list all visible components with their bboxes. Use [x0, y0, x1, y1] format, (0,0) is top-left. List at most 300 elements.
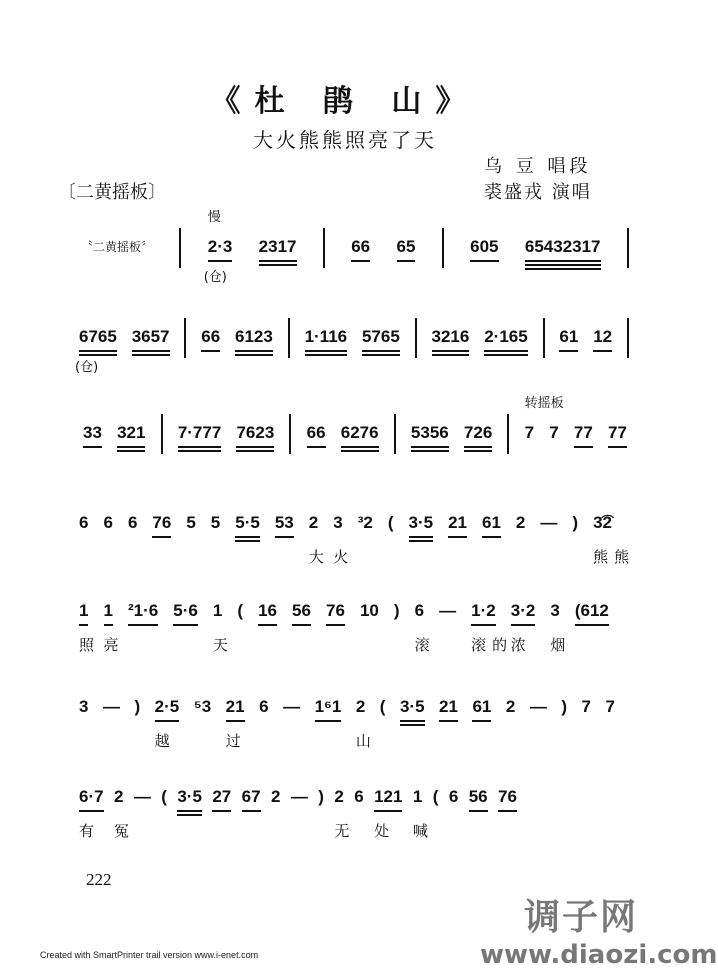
rhythm-underline: [178, 446, 221, 448]
note-text: 67: [241, 787, 261, 806]
rhythm-underline: [472, 720, 491, 722]
note-text: 16: [258, 601, 277, 620]
barline: [323, 228, 325, 268]
rhythm-underline: [201, 350, 220, 352]
note-group: [292, 600, 311, 622]
rhythm-underline: [574, 446, 593, 448]
rhythm-underline: [448, 536, 467, 538]
rhythm-underline: [79, 624, 88, 626]
note-text: 1·2: [471, 601, 496, 620]
note-group: [358, 512, 373, 534]
rhythm-underline: [292, 624, 311, 626]
note-group: [448, 512, 467, 534]
note-group: [103, 600, 125, 654]
lyric: 过: [225, 732, 247, 750]
note-text: 1·116: [304, 327, 348, 346]
rhythm-underline: [117, 446, 145, 448]
lyric: 越: [154, 732, 176, 750]
rhythm-underline: [471, 624, 496, 626]
note-group: [394, 600, 400, 622]
note-group: [355, 696, 377, 750]
rhythm-underline: [258, 624, 277, 626]
note-group: [469, 786, 488, 808]
note-text: —: [439, 601, 457, 620]
note-group: [506, 696, 515, 718]
rhythm-underline: [79, 810, 104, 812]
score-row-6: [78, 692, 616, 750]
lyric: 火: [333, 548, 355, 566]
rhythm-underline: [305, 354, 348, 356]
lyric: 山: [355, 732, 377, 750]
note-text: 2: [113, 787, 124, 806]
note-group: [549, 422, 558, 444]
rhythm-underline: [525, 268, 601, 270]
barline: [179, 228, 181, 268]
note-text: (: [432, 787, 439, 806]
note-text: 27: [212, 787, 232, 806]
note-group: [161, 786, 167, 808]
note-text: 61: [472, 697, 492, 716]
note-group: [516, 512, 525, 534]
rhythm-underline: [374, 810, 402, 812]
rhythm-underline: [104, 624, 113, 626]
percussion-mark: (仓): [203, 270, 227, 285]
rhythm-underline: [341, 446, 379, 448]
note-group: [333, 512, 355, 566]
note-text: 5·5: [235, 513, 260, 532]
note-text: 3͡2: [593, 513, 612, 532]
note-text: 21: [225, 697, 245, 716]
note-text: 3657: [131, 327, 170, 346]
note-group: [79, 512, 88, 534]
note-text: 21: [439, 697, 458, 716]
note-group: [472, 696, 491, 718]
score-row-3: [82, 396, 628, 444]
note-group: [117, 422, 145, 444]
rhythm-underline: [226, 720, 245, 722]
rhythm-underline: [307, 446, 326, 448]
rhythm-underline: [498, 810, 517, 812]
lyric: 天: [212, 636, 234, 654]
lyric: 滚的: [471, 636, 514, 654]
row-mode-label: [81, 236, 153, 258]
rhythm-underline: [341, 450, 379, 452]
note-group: [235, 326, 273, 348]
note-group: [449, 786, 458, 808]
note-group: [283, 696, 300, 718]
note-group: [258, 600, 277, 622]
note-text: 56: [468, 787, 488, 806]
rhythm-underline: [484, 350, 527, 352]
note-group: [470, 236, 498, 258]
note-text: 10: [359, 601, 379, 620]
note-text: 1: [79, 601, 89, 620]
note-text: 2: [334, 787, 344, 806]
note-group: [83, 422, 102, 444]
rhythm-underline: [79, 354, 117, 356]
rhythm-underline: [178, 450, 221, 452]
note-text: 2·165: [484, 327, 528, 346]
note-text: 65432317: [524, 237, 601, 256]
note-text: 7: [605, 697, 615, 716]
note-text: 61: [559, 327, 579, 346]
role-credit: 乌 豆 唱段: [484, 156, 592, 177]
note-group: [374, 786, 403, 840]
barline: [627, 318, 629, 358]
note-group: [510, 600, 536, 654]
note-group: [128, 512, 137, 534]
lyric: 无: [334, 822, 356, 840]
aria-title: 大火熊熊照亮了天: [253, 128, 437, 152]
note-group: [530, 696, 547, 718]
rhythm-underline: [177, 814, 202, 816]
lyric: 照: [79, 636, 101, 654]
barline: [161, 414, 163, 454]
rhythm-underline: [208, 260, 233, 262]
note-group: [242, 786, 261, 808]
note-group: [315, 696, 342, 718]
rhythm-underline: [152, 536, 171, 538]
rhythm-underline: [482, 536, 501, 538]
note-group: [271, 786, 280, 808]
note-group: [432, 326, 470, 348]
note-text: 6123: [235, 327, 273, 346]
note-group: [305, 326, 348, 348]
note-text: 1: [412, 787, 423, 806]
note-text: 2: [515, 513, 526, 532]
barline: [415, 318, 417, 358]
rhythm-underline: [362, 350, 400, 352]
barline: [627, 228, 629, 268]
rhythm-underline: [559, 350, 578, 352]
rhythm-underline: [409, 536, 434, 538]
note-text: 321: [117, 423, 146, 442]
note-text: 6: [414, 601, 425, 620]
rhythm-underline: [470, 260, 498, 262]
note-group: [439, 600, 456, 622]
note-group: [307, 422, 326, 444]
note-text: —: [283, 697, 301, 716]
note-text: ²1·6: [128, 601, 159, 620]
score-row-2: [75, 322, 630, 375]
tempo-mark: 转摇板: [524, 396, 564, 411]
note-text: 76: [325, 601, 345, 620]
note-group: [75, 326, 117, 375]
rhythm-underline: [409, 540, 434, 542]
note-group: [464, 422, 492, 444]
note-text: 76: [152, 513, 172, 532]
note-group: [225, 696, 247, 750]
note-group: [471, 600, 514, 654]
note-text: ⁵3: [193, 697, 212, 716]
rhythm-underline: [593, 350, 612, 352]
note-text: 21: [448, 513, 467, 532]
note-group: [79, 696, 88, 718]
note-group: [362, 326, 400, 348]
note-text: 2: [355, 697, 366, 716]
note-group: [439, 696, 458, 718]
rhythm-underline: [400, 720, 425, 722]
note-text: 77: [573, 423, 593, 442]
score-title: 《杜 鹃 山》: [210, 84, 480, 119]
note-text: 33: [83, 423, 102, 442]
note-group: [351, 236, 370, 258]
note-group: [235, 512, 260, 534]
note-group: [128, 600, 158, 622]
note-group: [211, 512, 220, 534]
singer-credit: 裘盛戎 演唱: [484, 182, 592, 203]
rhythm-underline: [235, 354, 273, 356]
note-text: 3: [79, 697, 89, 716]
rhythm-underline: [259, 260, 297, 262]
note-group: [154, 696, 180, 750]
note-group: [308, 512, 330, 566]
rhythm-underline: [432, 350, 470, 352]
note-text: 1: [212, 601, 223, 620]
lyric: 大: [308, 548, 330, 566]
note-text: 66: [306, 423, 326, 442]
rhythm-underline: [525, 264, 601, 266]
barline: [394, 414, 396, 454]
note-group: [79, 600, 101, 654]
note-group: [482, 512, 501, 534]
rhythm-underline: [484, 354, 527, 356]
note-text: ): [561, 697, 568, 716]
rhythm-underline: [326, 624, 345, 626]
note-group: [593, 326, 612, 348]
note-group: [397, 236, 416, 258]
note-text: 7: [524, 423, 535, 442]
rhythm-underline: [259, 264, 297, 266]
rhythm-underline: [212, 810, 231, 812]
note-group: [236, 422, 274, 444]
note-text: 66: [351, 237, 371, 256]
rhythm-underline: [236, 450, 274, 452]
note-text: 5: [210, 513, 221, 532]
note-text: 6276: [340, 423, 379, 442]
note-group: [412, 786, 434, 840]
barline: [184, 318, 186, 358]
note-text: (612: [574, 601, 609, 620]
note-group: [341, 422, 379, 444]
rhythm-underline: [235, 536, 260, 538]
note-group: [354, 786, 363, 808]
note-text: 7: [549, 423, 559, 442]
rhythm-underline: [235, 350, 273, 352]
note-text: (: [161, 787, 167, 806]
lyric: 亮: [103, 636, 125, 654]
rhythm-underline: [397, 260, 416, 262]
lyric: 滚: [414, 636, 436, 654]
rhythm-underline: [155, 720, 180, 722]
note-text: 2·5: [154, 697, 180, 716]
rhythm-underline: [275, 536, 294, 538]
note-text: 1: [103, 601, 113, 620]
note-group: [524, 396, 564, 444]
note-text: 6: [79, 513, 89, 532]
note-text: 6765: [79, 327, 117, 346]
note-text: 3: [550, 601, 560, 620]
note-group: [212, 786, 231, 808]
rhythm-underline: [432, 354, 470, 356]
barline: [288, 318, 290, 358]
note-text: 121: [374, 787, 403, 806]
note-group: [574, 422, 593, 444]
note-text: 5: [186, 513, 196, 532]
note-text: 5765: [361, 327, 400, 346]
note-text: 61: [482, 513, 501, 532]
note-group: [559, 326, 578, 348]
note-text: 6: [448, 787, 459, 806]
note-group: [173, 600, 198, 622]
barline: [289, 414, 291, 454]
note-text: 5356: [410, 423, 449, 442]
rhythm-underline: [177, 810, 202, 812]
lyric: 烟: [550, 636, 572, 654]
rhythm-underline: [305, 350, 348, 352]
note-group: [237, 600, 243, 622]
score-row-7: [78, 782, 518, 840]
note-text: 3: [333, 513, 343, 532]
note-group: [194, 696, 211, 718]
note-text: 2: [505, 697, 516, 716]
lyric: 喊: [412, 822, 434, 840]
note-group: [291, 786, 308, 808]
note-group: [201, 326, 220, 348]
note-group: [605, 696, 614, 718]
rhythm-underline: [235, 540, 260, 542]
note-text: ): [572, 513, 579, 532]
page-number: 222: [86, 870, 112, 889]
rhythm-underline: [83, 446, 102, 448]
note-group: [275, 512, 294, 534]
note-text: ): [134, 697, 141, 716]
note-text: 726: [463, 423, 493, 442]
rhythm-underline: [400, 724, 425, 726]
note-group: [212, 600, 234, 654]
note-group: [484, 326, 527, 348]
footer-note: Created with SmartPrinter trail version www.i-enet.com: [40, 950, 259, 960]
note-text: 6: [354, 787, 364, 806]
watermark-brand: 调子网: [524, 897, 639, 938]
note-group: [498, 786, 517, 808]
note-text: (: [387, 513, 394, 532]
note-group: [561, 696, 567, 718]
score-row-1: [80, 210, 630, 285]
note-text: —: [529, 697, 547, 716]
note-group: [582, 696, 591, 718]
rhythm-underline: [117, 450, 145, 452]
rhythm-underline: [511, 624, 536, 626]
note-text: ): [393, 601, 400, 620]
rhythm-underline: [362, 354, 400, 356]
note-text: 6: [127, 513, 138, 532]
rhythm-underline: [315, 720, 342, 722]
note-text: 77: [608, 423, 627, 442]
rhythm-underline: [469, 810, 488, 812]
note-group: [550, 600, 572, 654]
rhythm-underline: [411, 446, 449, 448]
rhythm-underline: [128, 624, 158, 626]
note-text: (: [237, 601, 244, 620]
barline: [507, 414, 509, 454]
note-group: [400, 696, 425, 718]
note-group: [380, 696, 386, 718]
note-text: 7: [581, 697, 591, 716]
note-text: (: [379, 697, 386, 716]
note-text: —: [102, 697, 120, 716]
note-group: [134, 696, 140, 718]
note-group: [388, 512, 394, 534]
note-group: [152, 512, 171, 534]
note-text: 5·6: [173, 601, 198, 620]
note-group: [334, 786, 356, 840]
rhythm-underline: [351, 260, 370, 262]
rhythm-underline: [132, 354, 170, 356]
note-text: 66: [201, 327, 221, 346]
note-group: [113, 786, 135, 840]
note-text: 6·7: [79, 787, 104, 806]
rhythm-underline: [608, 446, 627, 448]
note-text: 3·5: [408, 513, 434, 532]
note-group: [178, 422, 221, 444]
score-row-5: [78, 596, 610, 654]
note-text: —: [133, 787, 151, 806]
note-group: [411, 422, 449, 444]
note-text: 3·2: [510, 601, 536, 620]
note-group: [326, 600, 345, 622]
rhythm-underline: [411, 450, 449, 452]
note-text: —: [290, 787, 308, 806]
note-text: 7·777: [177, 423, 222, 442]
rhythm-underline: [242, 810, 261, 812]
note-group: [318, 786, 324, 808]
note-text: 〝二黄摇板〞: [81, 240, 154, 254]
note-group: [593, 512, 636, 566]
note-text: 6: [103, 513, 113, 532]
note-group: [414, 600, 436, 654]
note-group: [360, 600, 379, 622]
note-group: [186, 512, 195, 534]
rhythm-underline: [525, 260, 601, 262]
note-text: 7623: [236, 423, 275, 442]
note-group: [259, 696, 268, 718]
rhythm-underline: [464, 450, 492, 452]
rhythm-underline: [173, 624, 198, 626]
note-text: 76: [498, 787, 517, 806]
note-group: [525, 236, 601, 258]
note-text: 605: [470, 237, 499, 256]
lyric: 处: [374, 822, 396, 840]
note-text: 3·5: [177, 787, 202, 806]
barline: [442, 228, 444, 268]
note-text: ): [318, 787, 324, 806]
note-text: 12: [593, 327, 613, 346]
note-group: [608, 422, 627, 444]
percussion-mark: (仓): [75, 360, 99, 375]
note-text: 2: [308, 513, 319, 532]
watermark-site: www.diaozi.com: [480, 940, 718, 970]
note-group: [572, 512, 578, 534]
rhythm-underline: [439, 720, 458, 722]
rhythm-underline: [79, 350, 117, 352]
note-group: [433, 786, 439, 808]
note-group: [575, 600, 609, 622]
note-text: 2: [270, 787, 281, 806]
lyric: 熊熊: [593, 548, 636, 566]
note-group: [259, 236, 297, 258]
lyric: 浓: [510, 636, 532, 654]
